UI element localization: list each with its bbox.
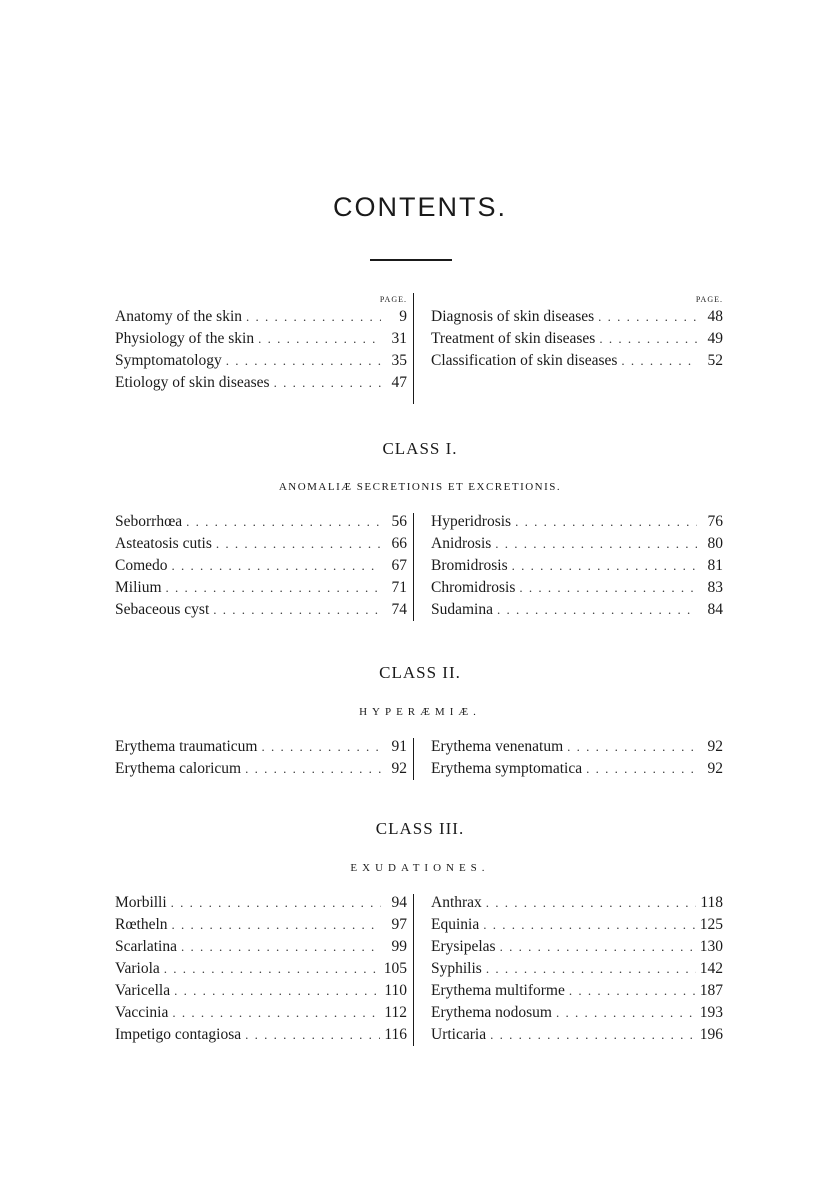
- class-2-section: [115, 736, 723, 780]
- toc-entry: [431, 1024, 723, 1046]
- dot-leader: [598, 306, 697, 328]
- toc-entry: [431, 1002, 723, 1024]
- entry-title: Asteatosis cutis: [115, 535, 212, 552]
- toc-entry: [431, 914, 723, 936]
- toc-entry: [115, 555, 407, 577]
- entry-page-number: 105: [383, 960, 407, 977]
- entry-page-number: 49: [707, 330, 723, 347]
- dot-leader: [181, 936, 381, 958]
- class-heading: CLASS II.: [379, 663, 461, 682]
- toc-entry: [115, 577, 407, 599]
- dot-leader: [245, 758, 381, 780]
- toc-entry: [431, 599, 723, 621]
- dot-leader: [213, 599, 381, 621]
- entry-title: Syphilis: [431, 960, 482, 977]
- entry-page-number: 81: [707, 557, 723, 574]
- toc-entry: [115, 599, 407, 621]
- entry-title: Milium: [115, 579, 162, 596]
- toc-entry: [431, 758, 723, 780]
- dot-leader: [486, 958, 696, 980]
- entry-title: Vaccinia: [115, 1004, 169, 1021]
- dot-leader: [258, 328, 381, 350]
- toc-entry: [115, 350, 407, 372]
- entry-title: Erythema multiforme: [431, 982, 565, 999]
- page-title: CONTENTS.: [332, 192, 507, 222]
- toc-entry: [431, 328, 723, 350]
- entry-title: Physiology of the skin: [115, 330, 255, 347]
- entry-title: Chromidrosis: [431, 579, 516, 596]
- entry-title: Sudamina: [431, 601, 493, 618]
- class-heading: CLASS I.: [382, 439, 458, 458]
- intro-right-column: [419, 293, 723, 394]
- dot-leader: [483, 914, 696, 936]
- entry-title: Diagnosis of skin diseases: [431, 308, 595, 325]
- entry-page-number: 193: [699, 1004, 723, 1021]
- entry-page-number: 74: [391, 601, 407, 618]
- toc-entry: [115, 936, 407, 958]
- toc-entry: [115, 758, 407, 780]
- dot-leader: [274, 372, 381, 394]
- dot-leader: [599, 328, 697, 350]
- toc-entry: [115, 306, 407, 328]
- entry-page-number: 9: [399, 308, 407, 325]
- toc-entry: [431, 350, 723, 372]
- dot-leader: [171, 892, 381, 914]
- dot-leader: [497, 599, 697, 621]
- dot-leader: [556, 1002, 696, 1024]
- toc-entry: [115, 1002, 407, 1024]
- dot-leader: [246, 306, 381, 328]
- entry-page-number: 84: [707, 601, 723, 618]
- entry-page-number: 196: [699, 1026, 723, 1043]
- dot-leader: [500, 936, 696, 958]
- entry-title: Classification of skin diseases: [431, 352, 618, 369]
- entry-title: Erythema nodosum: [431, 1004, 552, 1021]
- entry-title: Symptomatology: [115, 352, 222, 369]
- entry-page-number: 48: [707, 308, 723, 325]
- entry-title: Seborrhœa: [115, 513, 183, 530]
- dot-leader: [174, 980, 380, 1002]
- class-1-left-column: [115, 511, 419, 621]
- dot-leader: [519, 577, 697, 599]
- toc-entry: [431, 306, 723, 328]
- entry-page-number: 92: [707, 738, 723, 755]
- toc-entry: [115, 511, 407, 533]
- entry-page-number: 83: [707, 579, 723, 596]
- dot-leader: [515, 511, 697, 533]
- entry-title: Comedo: [115, 557, 168, 574]
- entry-title: Erysipelas: [431, 938, 496, 955]
- entry-title: Variola: [115, 960, 160, 977]
- entry-page-number: 112: [384, 1004, 407, 1021]
- entry-title: Treatment of skin diseases: [431, 330, 596, 347]
- entry-page-number: 94: [391, 894, 407, 911]
- entry-title: Anatomy of the skin: [115, 308, 242, 325]
- entry-page-number: 52: [707, 352, 723, 369]
- dot-leader: [490, 1024, 696, 1046]
- entry-title: Urticaria: [431, 1026, 487, 1043]
- dot-leader: [586, 758, 697, 780]
- class-heading: CLASS III.: [375, 819, 465, 838]
- entry-page-number: 110: [384, 982, 407, 999]
- toc-entry: [115, 328, 407, 350]
- toc-entry: [115, 1024, 407, 1046]
- entry-page-number: 142: [699, 960, 723, 977]
- class-3-section: [115, 892, 723, 1046]
- dot-leader: [486, 892, 697, 914]
- dot-leader: [245, 1024, 380, 1046]
- dot-leader: [495, 533, 697, 555]
- toc-entry: [431, 577, 723, 599]
- toc-entry: [431, 555, 723, 577]
- class-3-right-column: [419, 892, 723, 1046]
- dot-leader: [216, 533, 381, 555]
- entry-title: Erythema traumaticum: [115, 738, 258, 755]
- toc-entry: [431, 892, 723, 914]
- entry-title: Morbilli: [115, 894, 167, 911]
- dot-leader: [226, 350, 381, 372]
- dot-leader: [166, 577, 381, 599]
- entry-page-number: 76: [707, 513, 723, 530]
- toc-entry: [431, 736, 723, 758]
- entry-title: Sebaceous cyst: [115, 601, 210, 618]
- class-subtitle: EXUDATIONES.: [350, 862, 490, 874]
- toc-entry: [431, 511, 723, 533]
- entry-page-number: 91: [391, 738, 407, 755]
- toc-entry: [431, 980, 723, 1002]
- dot-leader: [172, 555, 381, 577]
- toc-entry: [431, 958, 723, 980]
- class-3-left-column: [115, 892, 419, 1046]
- entry-title: Rœtheln: [115, 916, 168, 933]
- class-subtitle: HYPERÆMIÆ.: [359, 706, 481, 718]
- intro-left-column: [115, 293, 419, 394]
- page-column-label: PAGE.: [379, 295, 407, 304]
- entry-page-number: 31: [391, 330, 407, 347]
- entry-title: Hyperidrosis: [431, 513, 512, 530]
- entry-title: Erythema venenatum: [431, 738, 564, 755]
- entry-page-number: 47: [391, 374, 407, 391]
- entry-page-number: 118: [700, 894, 723, 911]
- dot-leader: [172, 1002, 380, 1024]
- entry-page-number: 66: [391, 535, 407, 552]
- entry-title: Impetigo contagiosa: [115, 1026, 242, 1043]
- dot-leader: [569, 980, 696, 1002]
- dot-leader: [512, 555, 697, 577]
- entry-page-number: 56: [391, 513, 407, 530]
- entry-title: Erythema caloricum: [115, 760, 242, 777]
- entry-title: Anidrosis: [431, 535, 492, 552]
- toc-entry: [115, 372, 407, 394]
- entry-page-number: 116: [384, 1026, 407, 1043]
- entry-page-number: 80: [707, 535, 723, 552]
- class-2-right-column: [419, 736, 723, 780]
- class-1-section: [115, 511, 723, 621]
- entry-page-number: 125: [699, 916, 723, 933]
- title-rule: [370, 259, 452, 261]
- dot-leader: [621, 350, 697, 372]
- entry-page-number: 187: [699, 982, 723, 999]
- entry-page-number: 97: [391, 916, 407, 933]
- dot-leader: [172, 914, 381, 936]
- entry-page-number: 35: [391, 352, 407, 369]
- class-1-right-column: [419, 511, 723, 621]
- entry-page-number: 92: [707, 760, 723, 777]
- entry-page-number: 99: [391, 938, 407, 955]
- toc-entry: [115, 980, 407, 1002]
- intro-section: [115, 293, 723, 394]
- entry-title: Erythema symptomatica: [431, 760, 583, 777]
- entry-page-number: 130: [699, 938, 723, 955]
- toc-entry: [431, 533, 723, 555]
- dot-leader: [567, 736, 697, 758]
- entry-title: Etiology of skin diseases: [115, 374, 270, 391]
- entry-title: Bromidrosis: [431, 557, 508, 574]
- entry-page-number: 92: [391, 760, 407, 777]
- toc-entry: [431, 936, 723, 958]
- toc-entry: [115, 892, 407, 914]
- entry-page-number: 67: [391, 557, 407, 574]
- entry-title: Equinia: [431, 916, 480, 933]
- toc-entry: [115, 914, 407, 936]
- toc-entry: [115, 736, 407, 758]
- class-subtitle: ANOMALIÆ SECRETIONIS ET EXCRETIONIS.: [278, 481, 562, 493]
- entry-title: Scarlatina: [115, 938, 177, 955]
- toc-entry: [115, 958, 407, 980]
- entry-title: Varicella: [115, 982, 171, 999]
- page-column-label: PAGE.: [695, 295, 723, 304]
- dot-leader: [186, 511, 381, 533]
- entry-page-number: 71: [391, 579, 407, 596]
- dot-leader: [261, 736, 381, 758]
- dot-leader: [164, 958, 380, 980]
- entry-title: Anthrax: [431, 894, 482, 911]
- class-2-left-column: [115, 736, 419, 780]
- toc-entry: [115, 533, 407, 555]
